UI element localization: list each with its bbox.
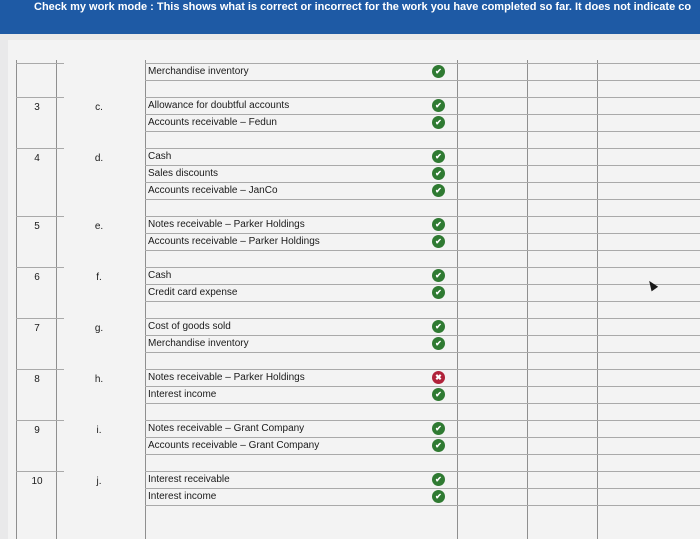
row-divider bbox=[457, 267, 700, 268]
row-divider bbox=[145, 420, 457, 421]
check-icon[interactable]: ✔ bbox=[432, 235, 445, 248]
account-name: Cash bbox=[148, 151, 172, 162]
line-divider bbox=[457, 114, 700, 115]
row-divider bbox=[145, 267, 457, 268]
row-divider bbox=[145, 97, 457, 98]
row-number: 4 bbox=[34, 153, 40, 164]
row-divider bbox=[457, 420, 700, 421]
line-divider bbox=[457, 335, 700, 336]
account-name: Merchandise inventory bbox=[148, 66, 249, 77]
account-name: Interest income bbox=[148, 389, 217, 400]
check-icon[interactable]: ✔ bbox=[432, 184, 445, 197]
check-icon[interactable]: ✔ bbox=[432, 150, 445, 163]
column-divider bbox=[16, 60, 17, 539]
journal-entry-table bbox=[8, 40, 700, 539]
account-name: Accounts receivable – Grant Company bbox=[148, 440, 320, 451]
line-divider bbox=[145, 386, 457, 387]
banner-text: Check my work mode : This shows what is correct or incorrect for the work you have completed so far. It does not indicate co bbox=[34, 1, 692, 13]
line-divider bbox=[457, 233, 700, 234]
row-number: 9 bbox=[34, 425, 40, 436]
account-name: Cash bbox=[148, 270, 172, 281]
check-icon[interactable]: ✔ bbox=[432, 167, 445, 180]
check-icon[interactable]: ✔ bbox=[432, 422, 445, 435]
line-divider bbox=[145, 335, 457, 336]
account-name: Accounts receivable – JanCo bbox=[148, 185, 278, 196]
line-divider bbox=[145, 403, 457, 404]
line-divider bbox=[457, 301, 700, 302]
row-divider bbox=[457, 63, 700, 64]
row-letter: j. bbox=[96, 476, 102, 487]
line-divider bbox=[457, 403, 700, 404]
line-divider bbox=[145, 233, 457, 234]
row-divider bbox=[457, 148, 700, 149]
check-icon[interactable]: ✔ bbox=[432, 116, 445, 129]
check-my-work-banner bbox=[0, 0, 700, 34]
line-divider bbox=[145, 488, 457, 489]
check-icon[interactable]: ✔ bbox=[432, 286, 445, 299]
line-divider bbox=[457, 284, 700, 285]
row-letter: g. bbox=[94, 323, 104, 334]
account-name: Notes receivable – Parker Holdings bbox=[148, 372, 305, 383]
row-divider bbox=[457, 369, 700, 370]
line-divider bbox=[145, 352, 457, 353]
line-divider bbox=[457, 437, 700, 438]
line-divider bbox=[145, 284, 457, 285]
account-name: Interest receivable bbox=[148, 474, 230, 485]
row-divider bbox=[145, 63, 457, 64]
check-icon[interactable]: ✔ bbox=[432, 473, 445, 486]
row-letter: d. bbox=[94, 153, 104, 164]
check-icon[interactable]: ✔ bbox=[432, 269, 445, 282]
row-number: 7 bbox=[34, 323, 40, 334]
row-divider bbox=[145, 148, 457, 149]
line-divider bbox=[457, 182, 700, 183]
check-icon[interactable]: ✔ bbox=[432, 218, 445, 231]
row-divider bbox=[16, 97, 64, 98]
check-icon[interactable]: ✔ bbox=[432, 490, 445, 503]
row-letter: f. bbox=[96, 272, 102, 283]
row-letter: e. bbox=[94, 221, 104, 232]
row-number: 10 bbox=[31, 476, 43, 487]
row-number: 3 bbox=[34, 102, 40, 113]
row-number: 6 bbox=[34, 272, 40, 283]
check-icon[interactable]: ✔ bbox=[432, 439, 445, 452]
line-divider bbox=[457, 199, 700, 200]
row-number: 5 bbox=[34, 221, 40, 232]
account-name: Notes receivable – Parker Holdings bbox=[148, 219, 305, 230]
x-icon[interactable]: ✖ bbox=[432, 371, 445, 384]
row-letter: i. bbox=[96, 425, 102, 436]
account-name: Allowance for doubtful accounts bbox=[148, 100, 290, 111]
account-name: Interest income bbox=[148, 491, 217, 502]
account-name: Notes receivable – Grant Company bbox=[148, 423, 305, 434]
row-number: 8 bbox=[34, 374, 40, 385]
row-divider bbox=[457, 216, 700, 217]
row-divider bbox=[16, 369, 64, 370]
line-divider bbox=[457, 386, 700, 387]
row-divider bbox=[145, 216, 457, 217]
row-letter: c. bbox=[95, 102, 103, 113]
account-name: Accounts receivable – Parker Holdings bbox=[148, 236, 320, 247]
account-name: Credit card expense bbox=[148, 287, 238, 298]
row-divider bbox=[16, 420, 64, 421]
row-divider bbox=[145, 369, 457, 370]
line-divider bbox=[145, 80, 457, 81]
account-name: Sales discounts bbox=[148, 168, 219, 179]
row-divider bbox=[16, 63, 64, 64]
line-divider bbox=[145, 505, 457, 506]
line-divider bbox=[457, 80, 700, 81]
column-divider bbox=[56, 60, 57, 539]
line-divider bbox=[145, 199, 457, 200]
account-name: Cost of goods sold bbox=[148, 321, 231, 332]
line-divider bbox=[145, 437, 457, 438]
row-divider bbox=[16, 267, 64, 268]
check-icon[interactable]: ✔ bbox=[432, 65, 445, 78]
line-divider bbox=[145, 165, 457, 166]
row-letter: h. bbox=[94, 374, 104, 385]
check-icon[interactable]: ✔ bbox=[432, 337, 445, 350]
check-icon[interactable]: ✔ bbox=[432, 99, 445, 112]
row-divider bbox=[16, 318, 64, 319]
line-divider bbox=[457, 131, 700, 132]
row-divider bbox=[16, 471, 64, 472]
line-divider bbox=[145, 131, 457, 132]
line-divider bbox=[145, 250, 457, 251]
row-divider bbox=[145, 471, 457, 472]
line-divider bbox=[145, 182, 457, 183]
account-name: Merchandise inventory bbox=[148, 338, 249, 349]
line-divider bbox=[145, 114, 457, 115]
row-divider bbox=[457, 97, 700, 98]
line-divider bbox=[457, 250, 700, 251]
check-icon[interactable]: ✔ bbox=[432, 388, 445, 401]
line-divider bbox=[457, 505, 700, 506]
line-divider bbox=[145, 454, 457, 455]
line-divider bbox=[457, 352, 700, 353]
line-divider bbox=[457, 454, 700, 455]
line-divider bbox=[457, 488, 700, 489]
line-divider bbox=[145, 301, 457, 302]
row-divider bbox=[457, 471, 700, 472]
row-divider bbox=[16, 148, 64, 149]
account-name: Accounts receivable – Fedun bbox=[148, 117, 277, 128]
row-divider bbox=[145, 318, 457, 319]
check-icon[interactable]: ✔ bbox=[432, 320, 445, 333]
row-divider bbox=[16, 216, 64, 217]
row-divider bbox=[457, 318, 700, 319]
line-divider bbox=[457, 165, 700, 166]
